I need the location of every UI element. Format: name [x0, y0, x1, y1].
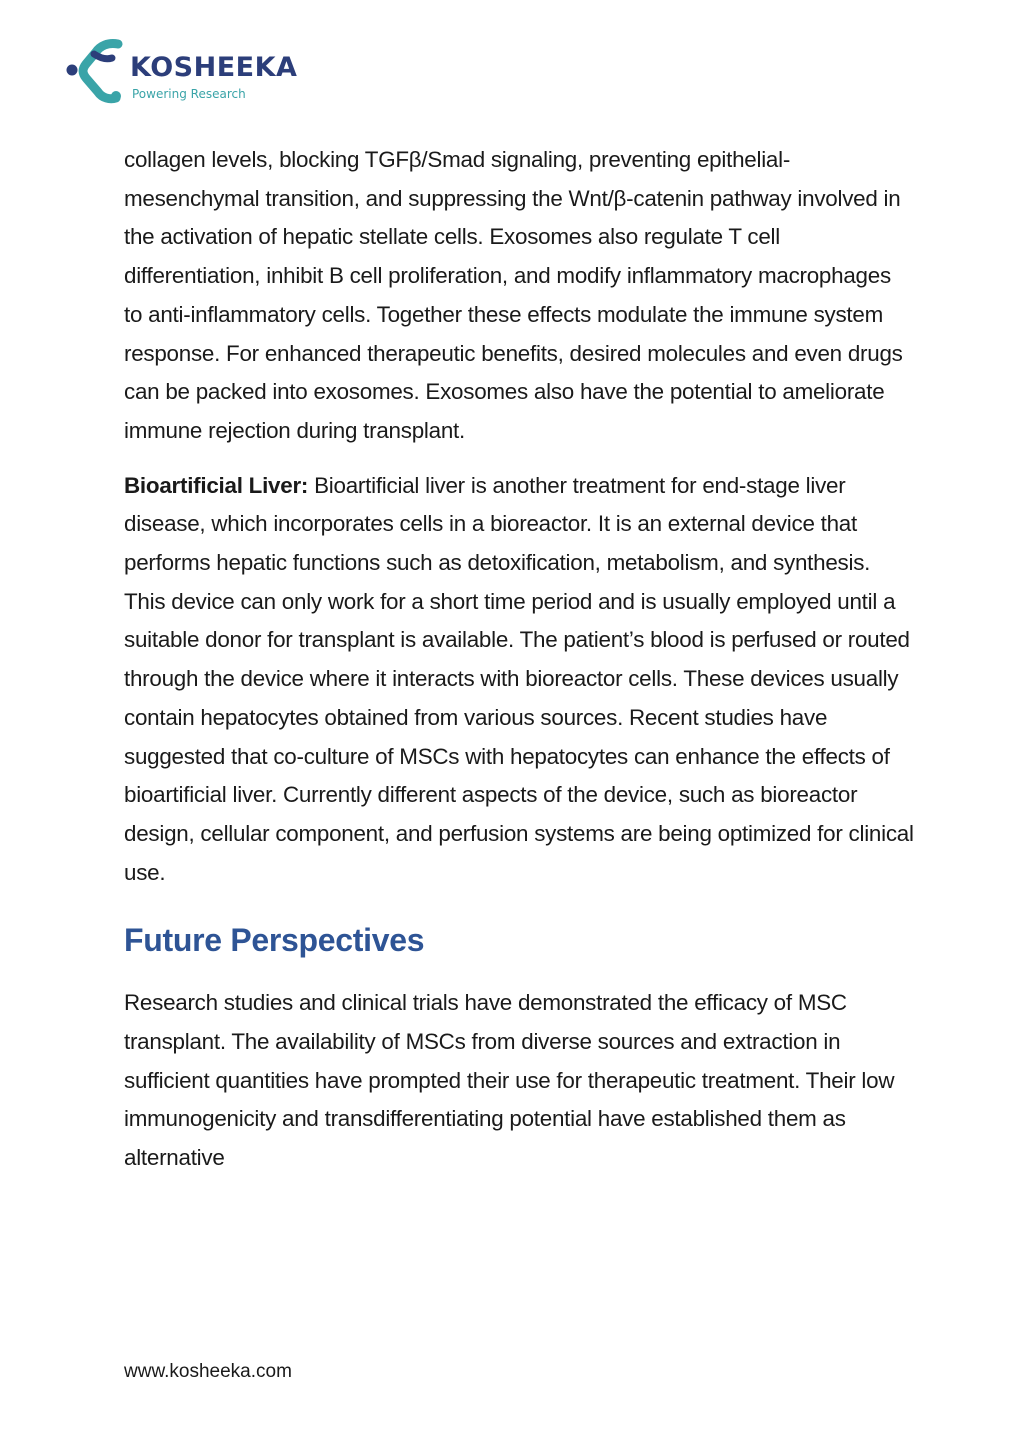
brand-tagline: Powering Research: [132, 87, 246, 101]
footer-url: www.kosheeka.com: [124, 1361, 292, 1382]
brand-logo: [64, 38, 334, 110]
paragraph-bioartificial-liver: [124, 467, 914, 893]
section-heading: Future Perspectives: [124, 922, 425, 959]
brand-name: KOSHEEKA: [130, 52, 298, 83]
paragraph-exosomes: collagen levels, blocking TGFβ/Smad signaling, preventing epithelial-mesenchymal transition, and suppressing the Wnt/β-catenin pathway involved in the activation of hepatic stellate cells. Exosomes also regulate T cell differentiation, inhibit B cell proliferation, and modify inflammatory macrophages to anti-inflammatory cells. Together these effects modulate the immune system response. For enhanced therapeutic benefits, desired molecules and even drugs can be packed into exosomes. Exosomes also have the potential to ameliorate immune rejection during transplant.: [124, 147, 903, 443]
paragraph-lead-term: Bioartificial Liver:: [124, 472, 309, 498]
kosheeka-molecule-icon: [64, 38, 132, 110]
paragraph-body: Bioartificial liver is another treatment for end-stage liver disease, which incorporates cells in a bioreactor. It is an external device that performs hepatic functions such as detoxification, metabolism, and synthesis. This device can only work for a short time period and is usually employed until a suitable donor for transplant is available. The patient’s blood is perfused or routed through the device where it interacts with bioreactor cells. These devices usually contain hepatocytes obtained from various sources. Recent studies have suggested that co-culture of MSCs with hepatocytes can enhance the effects of bioartificial liver. Currently different aspects of the device, such as bioreactor design, cellular component, and perfusion systems are being optimized for clinical use.: [124, 472, 914, 885]
paragraph-future-perspectives: Research studies and clinical trials have demonstrated the efficacy of MSC transplant. The availability of MSCs from diverse sources and extraction in sufficient quantities have prompted their use for therapeutic treatment. Their low immunogenicity and transdifferentiating potential have established them as alternative: [124, 990, 895, 1171]
article-body: [124, 141, 914, 1178]
